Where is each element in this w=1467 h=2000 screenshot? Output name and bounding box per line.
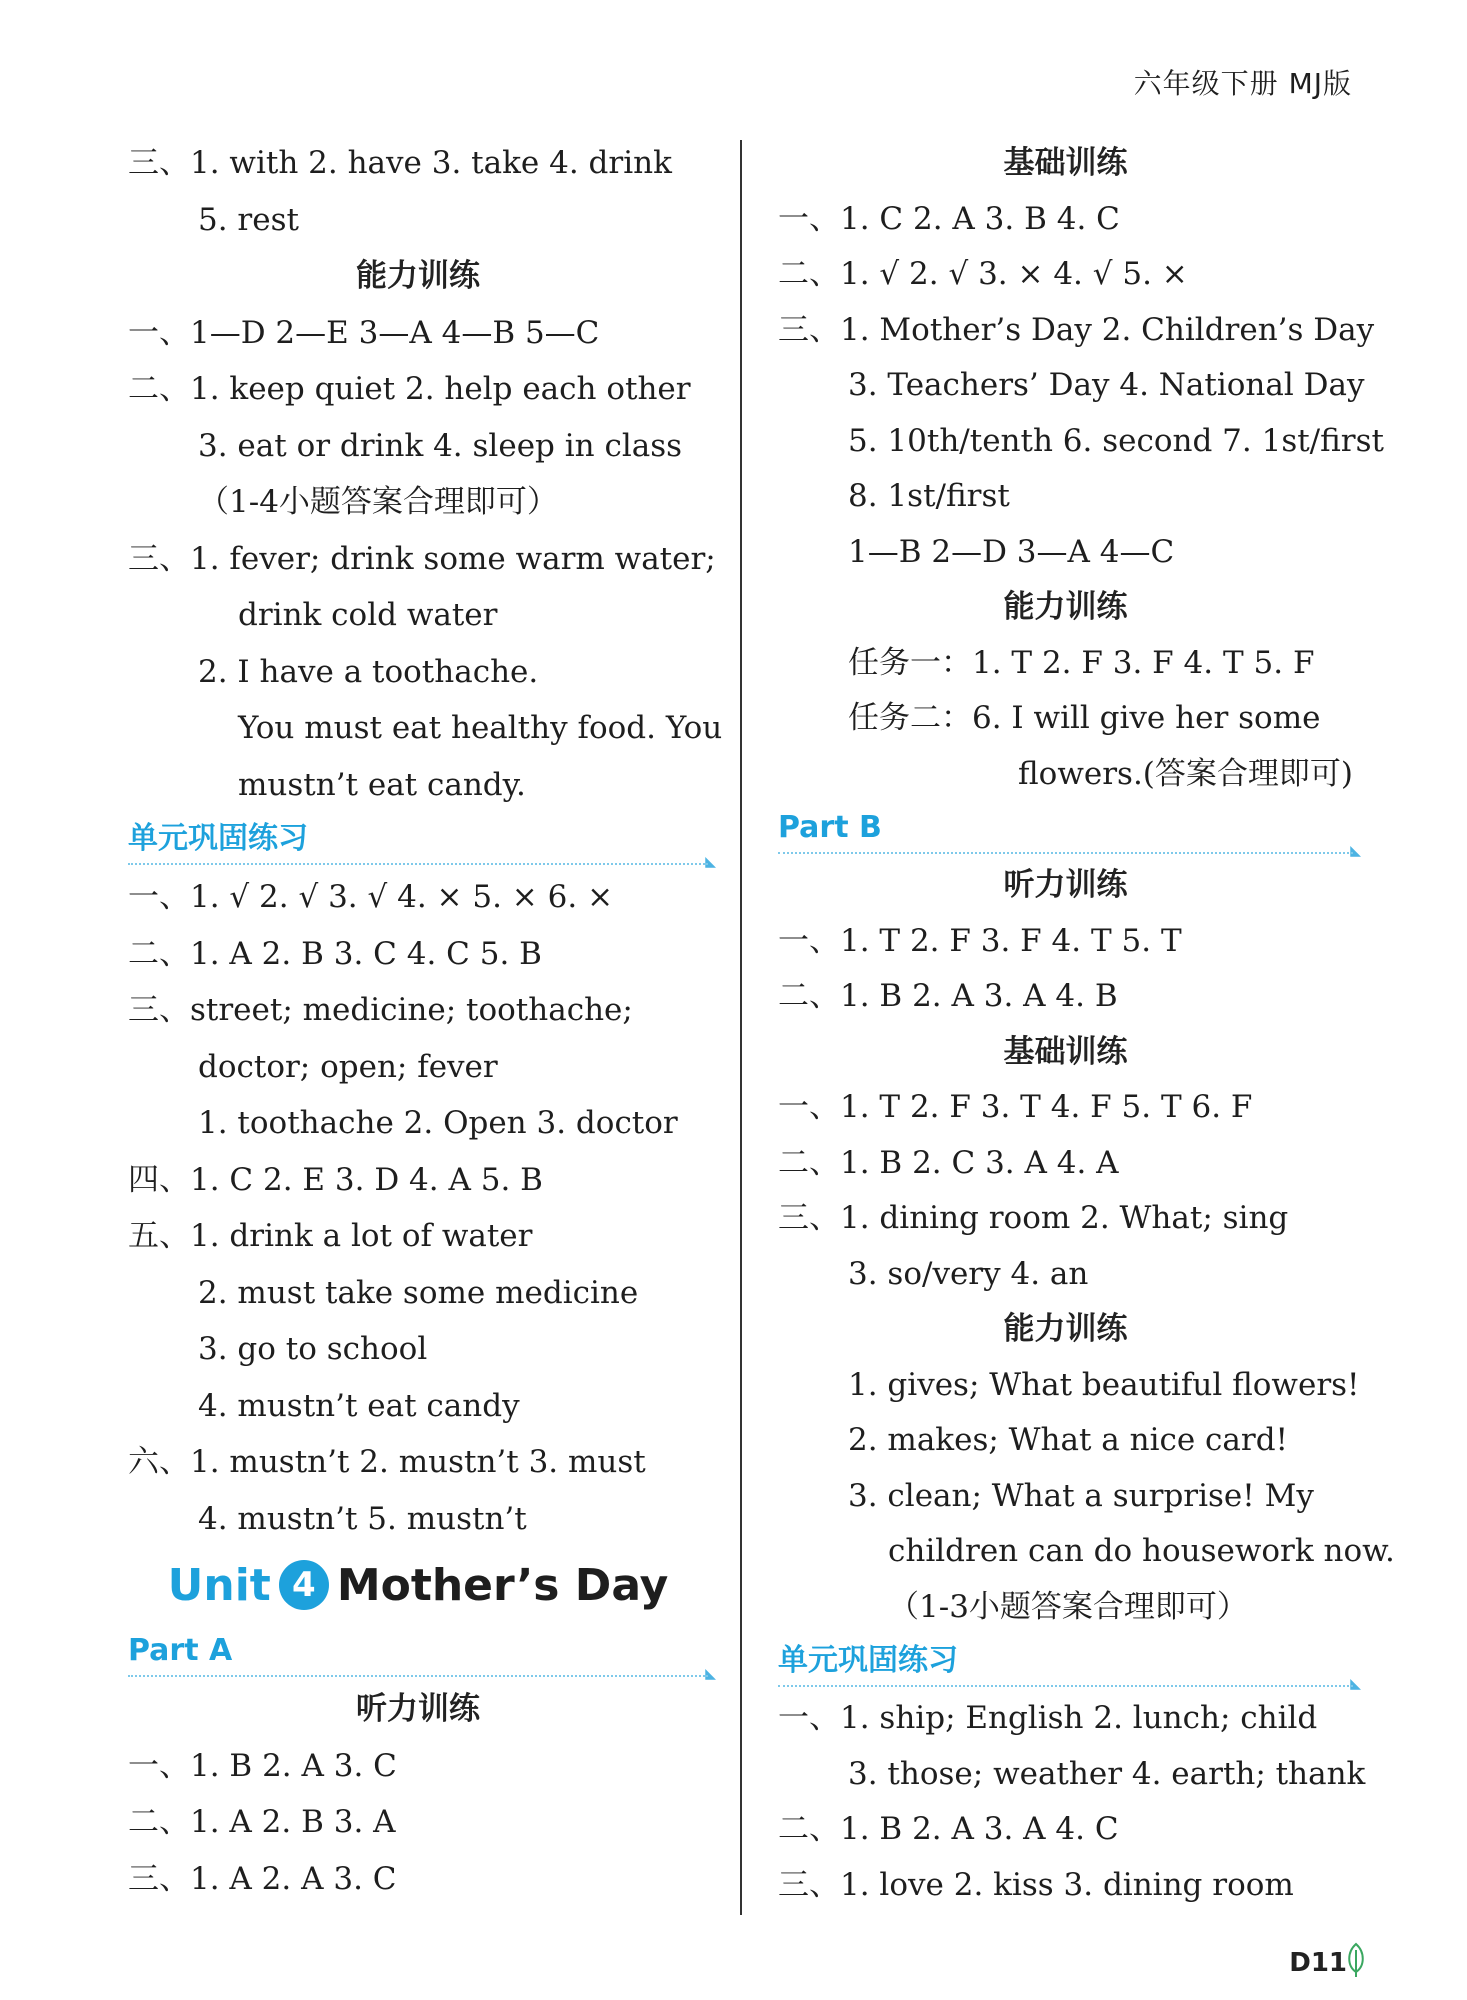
unit-name: Mother’s Day (336, 1560, 669, 1611)
left-column (128, 135, 723, 1907)
answer-line: 3. so/very 4. an (848, 1255, 1089, 1292)
answer-line: 三、1. love 2. kiss 3. dining room (778, 1866, 1294, 1903)
answer-line: 1—B 2—D 3—A 4—C (848, 533, 1175, 570)
answer-line: flowers.(答案合理即可) (1018, 755, 1353, 792)
section-banner-label: 单元巩固练习 (128, 821, 308, 856)
answer-note: （1-4小题答案合理即可） (198, 484, 558, 520)
section-heading: 听力训练 (356, 1691, 480, 1727)
section-banner-part-b (778, 802, 1361, 859)
answer-line: 3. those; weather 4. earth; thank (848, 1755, 1366, 1792)
answer-line: 二、1. keep quiet 2. help each other (128, 371, 691, 407)
triangle-icon: ◣ (705, 1666, 716, 1682)
answer-line: 1. toothache 2. Open 3. doctor (198, 1105, 678, 1141)
section-banner-label: Part B (778, 810, 882, 845)
triangle-icon: ◣ (705, 854, 716, 870)
answer-line: 4. mustn’t 5. mustn’t (198, 1500, 527, 1537)
answer-line: 任务二：6. I will give her some (848, 700, 1321, 736)
section-banner-label: Part A (128, 1633, 233, 1668)
answer-line: 任务一：1. T 2. F 3. F 4. T 5. F (848, 644, 1315, 681)
answer-line: children can do housework now. (888, 1533, 1395, 1569)
leaf-icon (1345, 1942, 1367, 1978)
answer-line: 5. 10th/tenth 6. second 7. 1st/first (848, 422, 1384, 459)
column-divider (740, 140, 742, 1915)
answer-line: 四、1. C 2. E 3. D 4. A 5. B (128, 1161, 543, 1198)
answer-line: 一、1. T 2. F 3. F 4. T 5. T (778, 922, 1182, 959)
answer-line: 三、1. fever; drink some warm water; (128, 540, 716, 577)
unit-number-badge: 4 (279, 1560, 329, 1610)
answer-line: 二、1. B 2. C 3. A 4. A (778, 1144, 1119, 1181)
answer-line: 一、1. C 2. A 3. B 4. C (778, 200, 1120, 237)
answer-line: 5. rest (198, 201, 299, 238)
answer-line: 3. clean; What a surprise! My (848, 1477, 1314, 1514)
answer-line: 二、1. √ 2. √ 3. × 4. √ 5. × (778, 256, 1188, 292)
answer-line: 二、1. A 2. B 3. C 4. C 5. B (128, 935, 542, 972)
answer-line: 3. eat or drink 4. sleep in class (198, 427, 683, 464)
answer-line: 一、1. √ 2. √ 3. √ 4. × 5. × 6. × (128, 879, 614, 915)
section-heading: 能力训练 (356, 258, 480, 294)
answer-line: 五、1. drink a lot of water (128, 1218, 533, 1254)
answer-line: 二、1. B 2. A 3. A 4. B (778, 978, 1118, 1014)
triangle-icon: ◣ (1350, 843, 1361, 859)
answer-line: You must eat healthy food. You (238, 710, 723, 746)
answer-line: 一、1. B 2. A 3. C (128, 1747, 397, 1784)
page-number: D11 (1289, 1948, 1347, 1978)
answer-line: 一、1. T 2. F 3. T 4. F 5. T 6. F (778, 1089, 1253, 1125)
answer-note: （1-3小题答案合理即可） (888, 1588, 1248, 1625)
answer-line: 一、1—D 2—E 3—A 4—B 5—C (128, 314, 600, 351)
section-heading: 基础训练 (1003, 145, 1128, 181)
answer-line: 三、1. with 2. have 3. take 4. drink (128, 145, 672, 181)
answer-line: mustn’t eat candy. (238, 766, 526, 803)
section-banner-label: 单元巩固练习 (778, 1643, 958, 1678)
section-banner-unit-review (128, 813, 716, 870)
answer-line: 三、street; medicine; toothache; (128, 992, 633, 1028)
answer-line: 三、1. A 2. A 3. C (128, 1860, 397, 1897)
answer-line: 三、1. Mother’s Day 2. Children’s Day (778, 311, 1375, 348)
section-heading: 听力训练 (1003, 867, 1128, 903)
answer-line: 一、1. ship; English 2. lunch; child (778, 1700, 1318, 1736)
triangle-icon: ◣ (1350, 1676, 1361, 1692)
answer-line: doctor; open; fever (198, 1048, 498, 1085)
answer-line: 8. 1st/first (848, 478, 1010, 514)
answer-line: 2. makes; What a nice card! (848, 1422, 1289, 1458)
section-heading: 能力训练 (1003, 1311, 1128, 1347)
answer-line: 六、1. mustn’t 2. mustn’t 3. must (128, 1444, 646, 1480)
answer-line: 2. must take some medicine (198, 1274, 639, 1311)
answer-line: 2. I have a toothache. (198, 653, 539, 690)
unit-title (128, 1547, 708, 1625)
answer-line: 1. gives; What beautiful flowers! (848, 1366, 1360, 1403)
answer-line: 三、1. dining room 2. What; sing (778, 1200, 1289, 1236)
page-header: 六年级下册 MJ版 (1133, 67, 1352, 100)
section-banner-part-a (128, 1625, 716, 1682)
answer-line: 3. go to school (198, 1331, 428, 1367)
answer-line: 二、1. B 2. A 3. A 4. C (778, 1811, 1119, 1847)
unit-word: Unit (167, 1560, 271, 1611)
section-banner-unit-review (778, 1635, 1361, 1692)
right-column (778, 135, 1395, 1913)
answer-line: 二、1. A 2. B 3. A (128, 1804, 396, 1840)
answer-line: drink cold water (238, 597, 498, 633)
answer-line: 3. Teachers’ Day 4. National Day (848, 367, 1365, 403)
section-heading: 基础训练 (1003, 1033, 1128, 1070)
answer-line: 4. mustn’t eat candy (198, 1387, 520, 1424)
section-heading: 能力训练 (1003, 589, 1128, 625)
